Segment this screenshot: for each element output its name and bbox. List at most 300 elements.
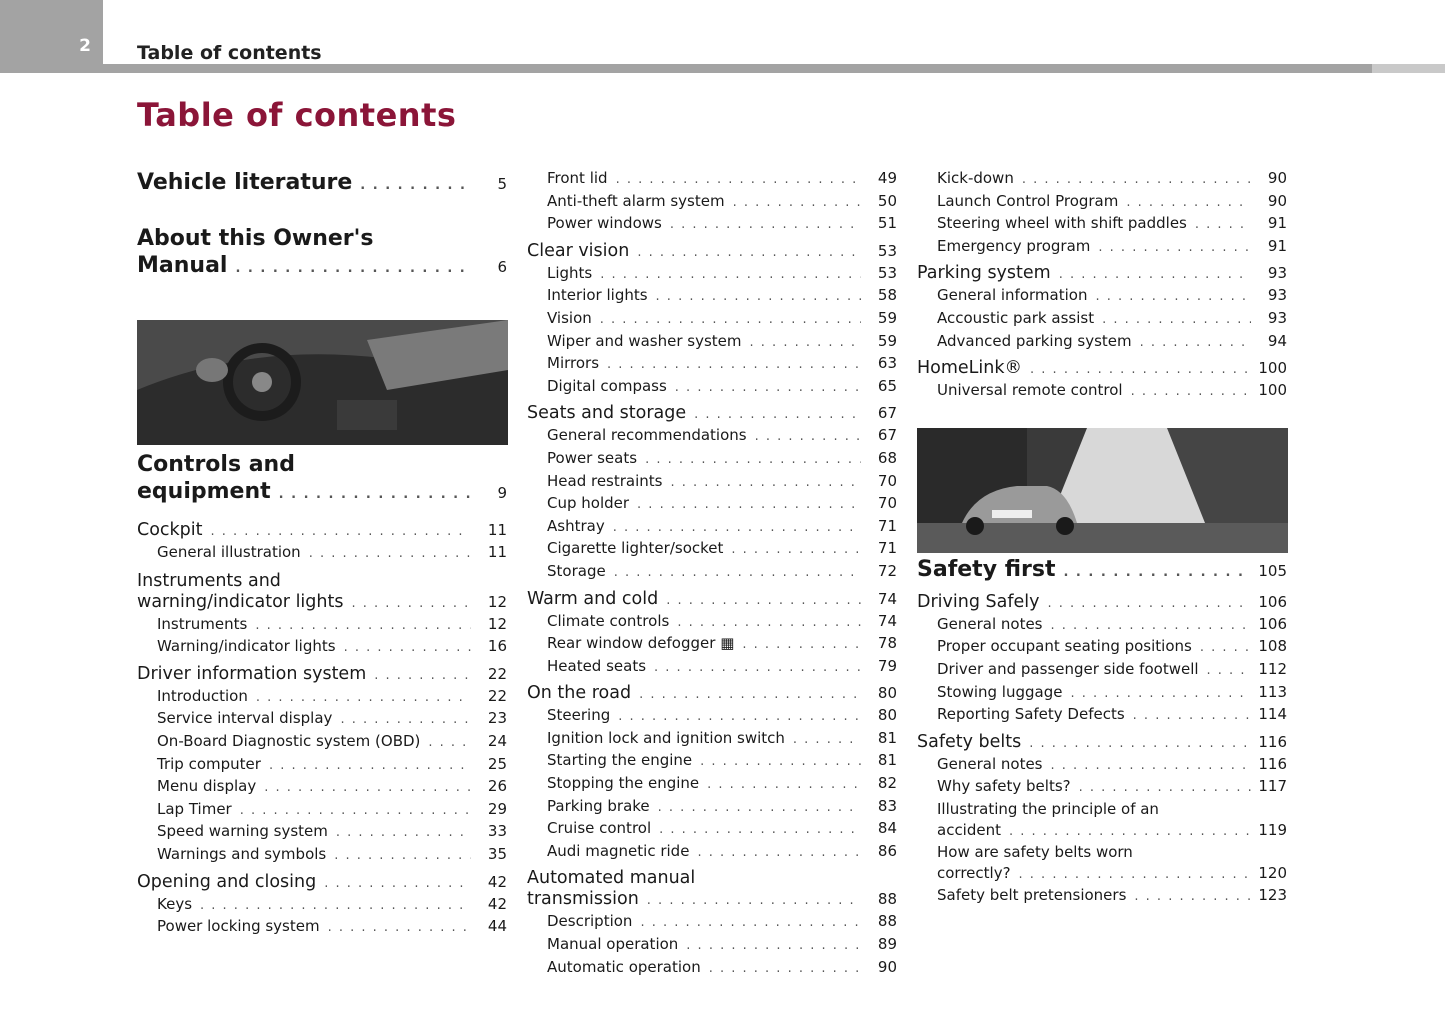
toc-entry-title: Audi magnetic ride: [547, 841, 690, 860]
toc-entry[interactable]: [527, 425, 899, 448]
dot-leader: [793, 730, 861, 751]
toc-entry[interactable]: [527, 308, 899, 331]
dot-leader: [1059, 264, 1251, 285]
toc-entry[interactable]: [527, 656, 899, 679]
toc-column-3: [917, 168, 1289, 908]
dot-leader: [613, 518, 861, 539]
page-title: Table of contents: [137, 96, 457, 134]
toc-entry[interactable]: [527, 448, 899, 471]
toc-entry-page: 70: [877, 471, 897, 490]
toc-entry[interactable]: [527, 331, 899, 354]
toc-entry-title-line1: How are safety belts worn: [937, 843, 1133, 862]
dot-leader: [1195, 215, 1251, 236]
dot-leader: [1019, 865, 1251, 886]
toc-entry-title: Service interval display: [157, 709, 333, 728]
toc-entry-page: 80: [877, 706, 897, 725]
dot-leader: [616, 170, 861, 191]
toc-entry-title-line2: transmission: [527, 889, 639, 910]
toc-entry-title: Ignition lock and ignition switch: [547, 728, 785, 747]
toc-entry-title: Instruments: [157, 614, 248, 633]
toc-entry-automated-manual[interactable]: [527, 868, 899, 911]
dot-leader: [742, 635, 861, 656]
toc-entry-page: 84: [877, 819, 897, 838]
dot-leader: [1051, 616, 1252, 637]
toc-entry-page: 120: [1258, 863, 1287, 882]
toc-entry-title: Vehicle literature: [137, 170, 353, 195]
toc-entry-page: 42: [487, 872, 507, 891]
toc-entry-title: Universal remote control: [937, 381, 1123, 400]
toc-entry-title: Trip computer: [157, 754, 261, 773]
dot-leader: [1051, 756, 1252, 777]
dot-leader: [1095, 287, 1251, 308]
toc-entry-menu-display[interactable]: [137, 776, 509, 799]
dot-leader: [1079, 778, 1251, 799]
toc-entry-title: Automatic operation: [547, 957, 701, 976]
toc-entry-page: 59: [877, 331, 897, 350]
toc-entry-title: General illustration: [157, 543, 301, 561]
toc-entry-page: 81: [877, 728, 897, 747]
toc-entry[interactable]: [527, 728, 899, 751]
toc-entry-safety-first[interactable]: [917, 557, 1289, 582]
toc-entry[interactable]: [527, 213, 899, 236]
dot-leader: [700, 752, 861, 773]
toc-entry[interactable]: [527, 493, 899, 516]
toc-entry-title: Introduction: [157, 686, 248, 705]
toc-entry-page: 9: [497, 484, 507, 502]
toc-entry-title: Reporting Safety Defects: [937, 705, 1125, 724]
toc-entry-driver-info[interactable]: [137, 664, 509, 686]
toc-entry[interactable]: [527, 911, 899, 934]
toc-entry[interactable]: [917, 191, 1289, 214]
dot-leader: [211, 521, 471, 542]
dot-leader: [324, 873, 471, 894]
toc-entry[interactable]: [917, 358, 1289, 380]
toc-entry-cockpit[interactable]: [137, 520, 509, 542]
toc-entry-title: Safety first: [917, 556, 1056, 582]
toc-entry-title: Proper occupant seating positions: [937, 637, 1192, 656]
toc-entry-title-line2: accident: [937, 820, 1001, 839]
toc-entry[interactable]: [917, 236, 1289, 259]
dot-leader: [1022, 170, 1251, 191]
toc-entry-page: 88: [877, 890, 897, 909]
toc-entry-title: General notes: [937, 614, 1043, 633]
toc-entry[interactable]: [527, 403, 899, 425]
toc-entry[interactable]: [917, 331, 1289, 354]
dot-leader: [755, 427, 861, 448]
toc-entry-page: 93: [1267, 286, 1287, 305]
toc-entry-opening-closing[interactable]: [137, 872, 509, 894]
toc-entry-title: Rear window defogger ▦: [547, 634, 735, 653]
toc-entry-page: 6: [497, 258, 507, 276]
dot-leader: [336, 823, 471, 844]
toc-entry-page: 5: [497, 175, 507, 193]
dot-leader: [1070, 684, 1251, 705]
toc-entry[interactable]: [527, 750, 899, 773]
toc-entry[interactable]: [917, 636, 1289, 659]
toc-entry-title: Cockpit: [137, 520, 203, 540]
toc-entry-page: 119: [1258, 820, 1287, 839]
toc-entry-page: 58: [877, 286, 897, 305]
toc-entry[interactable]: [917, 168, 1289, 191]
toc-entry[interactable]: [527, 561, 899, 584]
dot-leader: [1029, 733, 1251, 754]
dot-leader: [264, 778, 471, 799]
toc-entry[interactable]: [527, 263, 899, 286]
toc-entry-page: 12: [487, 592, 507, 611]
toc-entry-title: Opening and closing: [137, 871, 317, 892]
toc-entry-page: 24: [487, 731, 507, 750]
dot-leader: [675, 378, 861, 399]
toc-entry-title: Warnings and symbols: [157, 844, 327, 863]
toc-entry-page: 105: [1258, 561, 1287, 580]
dot-leader: [666, 590, 861, 611]
toc-entry-page: 71: [877, 516, 897, 535]
toc-entry-trip-computer[interactable]: [137, 754, 509, 777]
toc-entry[interactable]: [527, 796, 899, 819]
dot-leader: [360, 178, 471, 193]
toc-entry-introduction[interactable]: [137, 686, 509, 709]
toc-entry-title-line2: correctly?: [937, 863, 1011, 882]
toc-entry-page: 16: [487, 637, 507, 656]
toc-entry-title: General information: [937, 286, 1088, 305]
dot-leader: [600, 310, 861, 331]
toc-entry[interactable]: [917, 754, 1289, 777]
toc-entry[interactable]: [527, 841, 899, 864]
toc-entry-title: Kick-down: [937, 169, 1014, 187]
toc-entry-title: Vision: [547, 308, 592, 327]
toc-entry-speed-warning[interactable]: [137, 821, 509, 844]
toc-entry-controls[interactable]: [137, 451, 509, 508]
toc-entry[interactable]: [527, 285, 899, 308]
dot-leader: [733, 193, 861, 214]
dot-leader: [279, 481, 471, 508]
dot-leader: [269, 756, 471, 777]
toc-entry-page: 42: [487, 894, 507, 913]
toc-entry-lap-timer[interactable]: [137, 799, 509, 822]
toc-entry[interactable]: [527, 683, 899, 705]
toc-entry-title: Warning/indicator lights: [157, 637, 336, 656]
dot-leader: [428, 733, 471, 754]
dot-leader: [1098, 238, 1251, 259]
toc-entry-page: 108: [1258, 637, 1287, 656]
toc-entry-page: 22: [487, 686, 507, 705]
toc-entry-title: Manual operation: [547, 935, 679, 954]
toc-entry-page: 114: [1258, 705, 1287, 724]
toc-entry[interactable]: [917, 614, 1289, 637]
toc-entry-page: 35: [487, 844, 507, 863]
toc-entry-title: Cigarette lighter/socket: [547, 539, 724, 558]
toc-entry-page: 29: [487, 799, 507, 818]
toc-entry[interactable]: [527, 353, 899, 376]
dot-leader: [328, 918, 471, 939]
toc-entry-title-line2: Manual: [137, 253, 228, 278]
cockpit-illustration: [137, 320, 508, 445]
toc-entry-title: Parking brake: [547, 796, 650, 815]
dot-leader: [1200, 638, 1251, 659]
toc-entry-page: 116: [1258, 754, 1287, 773]
dot-leader: [240, 801, 471, 822]
toc-entry-page: 59: [877, 308, 897, 327]
toc-entry-title: Seats and storage: [527, 403, 687, 424]
toc-entry-title: Storage: [547, 561, 606, 580]
dot-leader: [647, 890, 861, 911]
toc-entry-title: On-Board Diagnostic system (OBD): [157, 731, 421, 750]
dot-leader: [618, 707, 861, 728]
toc-entry-page: 70: [877, 494, 897, 513]
toc-entry[interactable]: [917, 682, 1289, 705]
dot-leader: [656, 287, 861, 308]
dot-leader: [1126, 193, 1251, 214]
dot-leader: [1131, 382, 1251, 403]
dot-leader: [677, 613, 861, 634]
toc-entry-title: Wiper and washer system: [547, 331, 742, 350]
toc-entry-title-line1: Automated manual: [527, 868, 696, 889]
dot-leader: [1140, 333, 1251, 354]
toc-entry[interactable]: [917, 659, 1289, 682]
toc-column-2: [527, 168, 899, 979]
toc-entry[interactable]: [527, 633, 899, 656]
toc-entry-title: General notes: [937, 754, 1043, 773]
toc-entry-instruments-lights[interactable]: [137, 571, 509, 614]
dot-leader: [731, 540, 861, 561]
toc-entry-title-line1: Illustrating the principle of an: [937, 799, 1159, 818]
toc-entry-title: Front lid: [547, 169, 608, 187]
toc-entry-title: Description: [547, 912, 633, 931]
toc-entry-title: Starting the engine: [547, 751, 693, 770]
dot-leader: [600, 265, 861, 286]
toc-entry-title-line1: Instruments and: [137, 570, 281, 591]
dot-leader: [309, 544, 471, 565]
toc-entry-title: Stopping the engine: [547, 774, 700, 793]
dot-leader: [256, 688, 471, 709]
toc-entry-title: Power locking system: [157, 917, 320, 936]
toc-entry-title: Speed warning system: [157, 822, 328, 841]
toc-entry-title: Steering wheel with shift paddles: [937, 214, 1187, 233]
toc-entry-keys[interactable]: [137, 894, 509, 917]
dot-leader: [1133, 706, 1251, 727]
toc-entry-title: Driving Safely: [917, 591, 1040, 612]
dot-leader: [697, 843, 861, 864]
toc-entry-title: Digital compass: [547, 376, 667, 395]
toc-entry[interactable]: [527, 611, 899, 634]
toc-entry[interactable]: [527, 471, 899, 494]
toc-entry-title-line1: Controls and: [137, 452, 295, 477]
toc-entry[interactable]: [917, 285, 1289, 308]
toc-entry-page: 26: [487, 777, 507, 796]
toc-entry[interactable]: [527, 773, 899, 796]
toc-entry-how-worn[interactable]: [917, 842, 1289, 885]
toc-entry[interactable]: [527, 168, 899, 191]
toc-entry-page: 79: [877, 656, 897, 675]
toc-entry[interactable]: [917, 732, 1289, 754]
toc-entry-title: Mirrors: [547, 354, 600, 373]
toc-entry[interactable]: [917, 263, 1289, 285]
toc-entry-title: Heated seats: [547, 656, 647, 675]
toc-entry-title: Ashtray: [547, 516, 605, 535]
toc-entry-page: 90: [1267, 169, 1287, 187]
toc-entry-page: 94: [1267, 331, 1287, 350]
toc-entry[interactable]: [917, 308, 1289, 331]
toc-entry-page: 23: [487, 709, 507, 728]
toc-entry-page: 53: [877, 241, 897, 260]
dot-leader: [340, 710, 471, 731]
dot-leader: [694, 404, 861, 425]
toc-entry[interactable]: [527, 376, 899, 399]
toc-entry-title-line2: equipment: [137, 479, 271, 504]
toc-entry[interactable]: [527, 934, 899, 957]
toc-entry-title: HomeLink®: [917, 358, 1023, 379]
toc-entry-title: Driver and passenger side footwell: [937, 659, 1199, 678]
toc-entry[interactable]: [527, 589, 899, 611]
toc-entry-page: 22: [487, 664, 507, 683]
toc-entry-page: 67: [877, 426, 897, 445]
toc-entry-pretensioners[interactable]: [917, 885, 1289, 908]
dot-leader: [1009, 822, 1251, 843]
toc-entry-title: Lap Timer: [157, 799, 232, 818]
dot-leader: [344, 638, 471, 659]
toc-entry-page: 91: [1267, 236, 1287, 255]
toc-entry-page: 74: [877, 611, 897, 630]
toc-entry-title: Emergency program: [937, 236, 1091, 255]
toc-list: [917, 592, 1289, 799]
toc-entry-page: 65: [877, 376, 897, 395]
toc-entry-title: Climate controls: [547, 611, 670, 630]
toc-entry-page: 50: [877, 191, 897, 210]
toc-entry[interactable]: [527, 538, 899, 561]
dot-leader: [659, 820, 861, 841]
dot-leader: [645, 450, 861, 471]
dot-leader: [351, 593, 471, 614]
toc-entry-title: Keys: [157, 894, 193, 913]
dot-leader: [670, 215, 861, 236]
toc-column-1: [137, 168, 509, 939]
car-illustration: [917, 428, 1288, 553]
toc-entry-vehicle-literature[interactable]: [137, 170, 509, 195]
dot-leader: [750, 333, 861, 354]
toc-entry-page: 90: [1267, 191, 1287, 210]
toc-entry-title: Menu display: [157, 777, 257, 796]
dot-leader: [614, 563, 861, 584]
toc-entry[interactable]: [527, 191, 899, 214]
toc-entry-warning-lights[interactable]: [137, 636, 509, 659]
toc-entry-page: 83: [877, 796, 897, 815]
toc-entry-page: 11: [487, 543, 507, 561]
toc-entry-title: Cup holder: [547, 494, 630, 513]
toc-entry-page: 44: [487, 917, 507, 936]
toc-entry-title: Lights: [547, 263, 593, 282]
toc-entry-page: 74: [877, 589, 897, 608]
toc-list: [527, 911, 899, 979]
toc-entry-title: Launch Control Program: [937, 191, 1119, 210]
toc-entry-instruments[interactable]: [137, 614, 509, 637]
toc-entry-page: 86: [877, 841, 897, 860]
toc-entry[interactable]: [917, 592, 1289, 614]
toc-entry-page: 72: [877, 561, 897, 580]
toc-entry-about-manual[interactable]: [137, 225, 509, 282]
page-number-box: [0, 0, 103, 73]
toc-entry-page: 100: [1258, 381, 1287, 400]
toc-entry-page: 106: [1258, 614, 1287, 633]
toc-entry[interactable]: [917, 380, 1289, 403]
toc-entry[interactable]: [917, 776, 1289, 799]
toc-entry-title: Anti-theft alarm system: [547, 191, 725, 210]
header-title: Table of contents: [137, 42, 322, 64]
toc-entry-title: Steering: [547, 706, 611, 725]
toc-entry-page: 91: [1267, 214, 1287, 233]
toc-entry-page: 89: [877, 935, 897, 954]
page-number: 2: [79, 36, 91, 56]
toc-entry-title: Parking system: [917, 263, 1051, 284]
dot-leader: [1048, 593, 1252, 614]
toc-entry-warnings-symbols[interactable]: [137, 844, 509, 867]
dot-leader: [1030, 359, 1251, 380]
dot-leader: [235, 255, 471, 282]
toc-entry-illustrating[interactable]: [917, 799, 1289, 842]
toc-entry[interactable]: [527, 957, 899, 980]
dot-leader: [1063, 565, 1251, 580]
toc-entry-page: 25: [487, 754, 507, 773]
toc-entry-title: Head restraints: [547, 471, 663, 490]
toc-entry-page: 112: [1258, 659, 1287, 678]
toc-entry-title: Safety belt pretensioners: [937, 886, 1127, 905]
dot-leader: [658, 798, 861, 819]
toc-entry-title: Safety belts: [917, 731, 1022, 752]
toc-entry-page: 123: [1258, 886, 1287, 905]
toc-entry[interactable]: [527, 241, 899, 263]
toc-entry-title-line2: warning/indicator lights: [137, 591, 344, 612]
toc-entry-page: 113: [1258, 682, 1287, 701]
toc-entry-general-illustration[interactable]: [137, 542, 509, 565]
toc-entry-title: General recommendations: [547, 426, 747, 445]
toc-entry-title-line1: About this Owner's: [137, 226, 374, 251]
dot-leader: [640, 913, 861, 934]
toc-entry[interactable]: [527, 516, 899, 539]
toc-entry-obd[interactable]: [137, 731, 509, 754]
dot-leader: [374, 665, 471, 686]
toc-entry-page: 80: [877, 684, 897, 703]
toc-entry[interactable]: [917, 213, 1289, 236]
header-rule: [103, 64, 1445, 73]
dot-leader: [1102, 310, 1251, 331]
toc-entry-page: 63: [877, 354, 897, 373]
toc-entry-service-interval[interactable]: [137, 708, 509, 731]
toc-entry-page: 68: [877, 448, 897, 467]
dot-leader: [255, 616, 471, 637]
toc-entry[interactable]: [917, 704, 1289, 727]
toc-list: [527, 168, 899, 863]
dot-leader: [639, 684, 861, 705]
toc-entry-page: 78: [877, 634, 897, 653]
dot-leader: [334, 846, 471, 867]
toc-entry-title: Cruise control: [547, 819, 652, 838]
cockpit-photo: [137, 320, 508, 445]
dot-leader: [670, 473, 861, 494]
toc-entry-title: Driver information system: [137, 663, 367, 684]
toc-entry-page: 116: [1258, 732, 1287, 751]
toc-entry-page: 12: [487, 614, 507, 633]
toc-entry-page: 100: [1258, 359, 1287, 378]
toc-entry-power-locking[interactable]: [137, 916, 509, 939]
toc-entry[interactable]: [527, 818, 899, 841]
toc-entry-page: 90: [877, 957, 897, 976]
toc-entry-title: Power windows: [547, 214, 662, 233]
dot-leader: [1207, 661, 1251, 682]
car-photo: [917, 428, 1288, 553]
toc-entry[interactable]: [527, 705, 899, 728]
dot-leader: [709, 959, 861, 980]
toc-entry-title: Accoustic park assist: [937, 308, 1095, 327]
toc-entry-page: 93: [1267, 308, 1287, 327]
